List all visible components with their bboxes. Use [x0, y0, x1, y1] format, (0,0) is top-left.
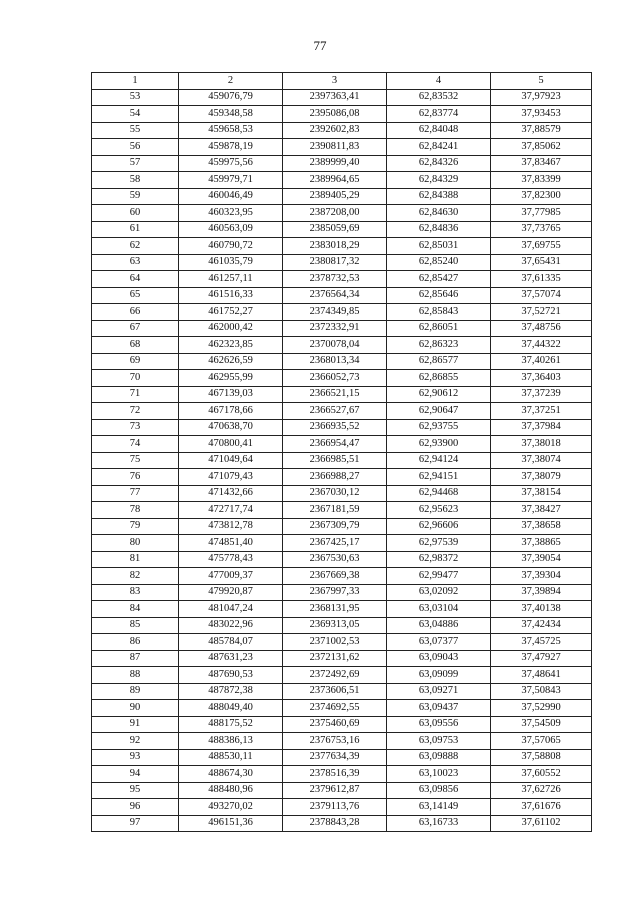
table-row [92, 155, 592, 172]
table-cell: 37,61102 [491, 815, 592, 832]
table-row [92, 386, 592, 403]
table-cell: 2367997,33 [283, 584, 387, 601]
table-row [92, 419, 592, 436]
table-cell: 65 [92, 287, 179, 304]
table-cell: 488386,13 [179, 733, 283, 750]
table-cell: 37,40261 [491, 353, 592, 370]
table-cell: 58 [92, 172, 179, 189]
table-cell: 487690,53 [179, 667, 283, 684]
table-cell: 63,14149 [387, 799, 491, 816]
table-row [92, 320, 592, 337]
table-cell: 76 [92, 469, 179, 486]
table-cell: 459975,56 [179, 155, 283, 172]
table-cell: 97 [92, 815, 179, 832]
table-cell: 37,61676 [491, 799, 592, 816]
table-cell: 2372332,91 [283, 320, 387, 337]
table-cell: 475778,43 [179, 551, 283, 568]
table-cell: 474851,40 [179, 535, 283, 552]
table-cell: 2367669,38 [283, 568, 387, 585]
table-cell: 37,44322 [491, 337, 592, 354]
table-cell: 2390811,83 [283, 139, 387, 156]
column-header: 5 [491, 73, 592, 90]
table-cell: 62,90647 [387, 403, 491, 420]
table-cell: 461257,11 [179, 271, 283, 288]
table-cell: 91 [92, 716, 179, 733]
table-cell: 62 [92, 238, 179, 255]
table-cell: 2373606,51 [283, 683, 387, 700]
table-cell: 87 [92, 650, 179, 667]
table-cell: 2385059,69 [283, 221, 387, 238]
table-cell: 462323,85 [179, 337, 283, 354]
table-cell: 68 [92, 337, 179, 354]
table-row [92, 188, 592, 205]
table-row [92, 601, 592, 618]
table-body [92, 89, 592, 832]
table-cell: 2366954,47 [283, 436, 387, 453]
table-cell: 37,38074 [491, 452, 592, 469]
table-cell: 57 [92, 155, 179, 172]
table-cell: 2372131,62 [283, 650, 387, 667]
table-cell: 90 [92, 700, 179, 717]
table-cell: 37,38079 [491, 469, 592, 486]
table-cell: 459979,71 [179, 172, 283, 189]
table-cell: 83 [92, 584, 179, 601]
table-cell: 93 [92, 749, 179, 766]
table-cell: 62,90612 [387, 386, 491, 403]
table-cell: 471432,66 [179, 485, 283, 502]
table-cell: 488674,30 [179, 766, 283, 783]
table-row [92, 667, 592, 684]
table-row [92, 469, 592, 486]
table-cell: 37,77985 [491, 205, 592, 222]
table-cell: 63,16733 [387, 815, 491, 832]
table-cell: 63,09888 [387, 749, 491, 766]
column-header: 1 [92, 73, 179, 90]
table-cell: 62,84329 [387, 172, 491, 189]
table-cell: 63,09856 [387, 782, 491, 799]
table-row [92, 353, 592, 370]
table-cell: 2366935,52 [283, 419, 387, 436]
table-cell: 2376753,16 [283, 733, 387, 750]
table-cell: 64 [92, 271, 179, 288]
table-cell: 2366988,27 [283, 469, 387, 486]
table-cell: 62,94468 [387, 485, 491, 502]
table-cell: 2378732,53 [283, 271, 387, 288]
table-row [92, 139, 592, 156]
table-cell: 53 [92, 89, 179, 106]
table-cell: 63,04886 [387, 617, 491, 634]
table-cell: 2392602,83 [283, 122, 387, 139]
table-cell: 487631,23 [179, 650, 283, 667]
table-cell: 462626,59 [179, 353, 283, 370]
table-cell: 63,02092 [387, 584, 491, 601]
table-cell: 2371002,53 [283, 634, 387, 651]
table-cell: 460790,72 [179, 238, 283, 255]
table-cell: 62,84630 [387, 205, 491, 222]
table-row [92, 287, 592, 304]
table-cell: 2374692,55 [283, 700, 387, 717]
table-cell: 61 [92, 221, 179, 238]
table-cell: 2389964,65 [283, 172, 387, 189]
table-cell: 37,48756 [491, 320, 592, 337]
table-cell: 37,83467 [491, 155, 592, 172]
table-cell: 2367309,79 [283, 518, 387, 535]
table-cell: 2389999,40 [283, 155, 387, 172]
table-cell: 467139,03 [179, 386, 283, 403]
table-cell: 94 [92, 766, 179, 783]
table-cell: 461035,79 [179, 254, 283, 271]
table-cell: 37,73765 [491, 221, 592, 238]
column-header: 3 [283, 73, 387, 90]
column-header: 4 [387, 73, 491, 90]
table-cell: 62,93755 [387, 419, 491, 436]
table-cell: 62,96606 [387, 518, 491, 535]
page-number: 77 [313, 38, 327, 53]
table-row [92, 304, 592, 321]
table-row [92, 700, 592, 717]
table-cell: 62,86855 [387, 370, 491, 387]
table-cell: 2379612,87 [283, 782, 387, 799]
table-cell: 2376564,34 [283, 287, 387, 304]
table-row [92, 452, 592, 469]
table-row [92, 634, 592, 651]
table-row [92, 683, 592, 700]
table-cell: 82 [92, 568, 179, 585]
table-cell: 2368131,95 [283, 601, 387, 618]
table-cell: 72 [92, 403, 179, 420]
table-cell: 62,85646 [387, 287, 491, 304]
table-cell: 37,39054 [491, 551, 592, 568]
table-cell: 62,98372 [387, 551, 491, 568]
table-cell: 459348,58 [179, 106, 283, 123]
table-cell: 37,52990 [491, 700, 592, 717]
table-cell: 2380817,32 [283, 254, 387, 271]
table-cell: 37,83399 [491, 172, 592, 189]
table-cell: 479920,87 [179, 584, 283, 601]
table-row [92, 221, 592, 238]
table-row [92, 502, 592, 519]
table-cell: 62,84048 [387, 122, 491, 139]
table-row [92, 205, 592, 222]
table-cell: 460046,49 [179, 188, 283, 205]
table-row [92, 89, 592, 106]
table-row [92, 551, 592, 568]
table-cell: 2367181,59 [283, 502, 387, 519]
table-cell: 89 [92, 683, 179, 700]
table-cell: 37,38865 [491, 535, 592, 552]
coordinates-table [91, 72, 592, 832]
table-cell: 37,69755 [491, 238, 592, 255]
table-cell: 461752,27 [179, 304, 283, 321]
table-cell: 63,09043 [387, 650, 491, 667]
table-cell: 459878,19 [179, 139, 283, 156]
table-cell: 2389405,29 [283, 188, 387, 205]
table-cell: 92 [92, 733, 179, 750]
table-cell: 37,38427 [491, 502, 592, 519]
table-row [92, 749, 592, 766]
table-cell: 62,83774 [387, 106, 491, 123]
table-cell: 37,42434 [491, 617, 592, 634]
table-cell: 62,86577 [387, 353, 491, 370]
table-cell: 63,10023 [387, 766, 491, 783]
table-cell: 74 [92, 436, 179, 453]
table-cell: 2367530,63 [283, 551, 387, 568]
table-cell: 461516,33 [179, 287, 283, 304]
table-cell: 2366985,51 [283, 452, 387, 469]
table-cell: 85 [92, 617, 179, 634]
table-cell: 56 [92, 139, 179, 156]
table-cell: 37,57074 [491, 287, 592, 304]
table-cell: 77 [92, 485, 179, 502]
table-cell: 2375460,69 [283, 716, 387, 733]
table-cell: 95 [92, 782, 179, 799]
table-cell: 63 [92, 254, 179, 271]
table-row [92, 337, 592, 354]
table-cell: 70 [92, 370, 179, 387]
table-cell: 471049,64 [179, 452, 283, 469]
table-cell: 63,09271 [387, 683, 491, 700]
table-cell: 37,37984 [491, 419, 592, 436]
table-cell: 2379113,76 [283, 799, 387, 816]
table-cell: 471079,43 [179, 469, 283, 486]
table-cell: 2369313,05 [283, 617, 387, 634]
table-cell: 470800,41 [179, 436, 283, 453]
table-cell: 37,38018 [491, 436, 592, 453]
table-row [92, 485, 592, 502]
table-cell: 37,82300 [491, 188, 592, 205]
table-cell: 467178,66 [179, 403, 283, 420]
table-cell: 78 [92, 502, 179, 519]
table-cell: 63,09099 [387, 667, 491, 684]
table-cell: 488175,52 [179, 716, 283, 733]
table-cell: 2378843,28 [283, 815, 387, 832]
table-cell: 37,40138 [491, 601, 592, 618]
table-row [92, 782, 592, 799]
table-cell: 2377634,39 [283, 749, 387, 766]
table-cell: 37,38658 [491, 518, 592, 535]
table-cell: 96 [92, 799, 179, 816]
table-row [92, 403, 592, 420]
table-cell: 493270,02 [179, 799, 283, 816]
table-cell: 2395086,08 [283, 106, 387, 123]
table-cell: 55 [92, 122, 179, 139]
table-row [92, 106, 592, 123]
table-cell: 2366527,67 [283, 403, 387, 420]
table-cell: 62,86051 [387, 320, 491, 337]
table-cell: 62,99477 [387, 568, 491, 585]
table-row [92, 535, 592, 552]
table-header-row [92, 73, 592, 90]
table-cell: 37,62726 [491, 782, 592, 799]
table-cell: 62,97539 [387, 535, 491, 552]
table-cell: 481047,24 [179, 601, 283, 618]
table-cell: 54 [92, 106, 179, 123]
table-cell: 63,09437 [387, 700, 491, 717]
table-cell: 62,85031 [387, 238, 491, 255]
table-cell: 88 [92, 667, 179, 684]
table-row [92, 271, 592, 288]
table-cell: 37,45725 [491, 634, 592, 651]
table-cell: 66 [92, 304, 179, 321]
table-cell: 37,65431 [491, 254, 592, 271]
table-cell: 460323,95 [179, 205, 283, 222]
table-cell: 37,57065 [491, 733, 592, 750]
table-cell: 37,36403 [491, 370, 592, 387]
table-cell: 62,85843 [387, 304, 491, 321]
table-cell: 73 [92, 419, 179, 436]
table-cell: 2370078,04 [283, 337, 387, 354]
table-cell: 488530,11 [179, 749, 283, 766]
table-cell: 2367030,12 [283, 485, 387, 502]
table-row [92, 568, 592, 585]
table-cell: 472717,74 [179, 502, 283, 519]
table-cell: 62,83532 [387, 89, 491, 106]
table-cell: 2368013,34 [283, 353, 387, 370]
table-cell: 37,58808 [491, 749, 592, 766]
table-cell: 62,84326 [387, 155, 491, 172]
table-cell: 2367425,17 [283, 535, 387, 552]
table-cell: 2383018,29 [283, 238, 387, 255]
table-cell: 62,93900 [387, 436, 491, 453]
table-row [92, 122, 592, 139]
table-cell: 37,88579 [491, 122, 592, 139]
table-cell: 37,93453 [491, 106, 592, 123]
table-cell: 37,61335 [491, 271, 592, 288]
table-cell: 37,48641 [491, 667, 592, 684]
table-cell: 63,09556 [387, 716, 491, 733]
table-cell: 60 [92, 205, 179, 222]
table-cell: 81 [92, 551, 179, 568]
table-cell: 37,50843 [491, 683, 592, 700]
table-row [92, 172, 592, 189]
table-cell: 37,52721 [491, 304, 592, 321]
table-cell: 62,85240 [387, 254, 491, 271]
table-cell: 62,95623 [387, 502, 491, 519]
table-cell: 71 [92, 386, 179, 403]
table-cell: 62,84836 [387, 221, 491, 238]
table-row [92, 617, 592, 634]
table-row [92, 799, 592, 816]
table-cell: 75 [92, 452, 179, 469]
table-cell: 86 [92, 634, 179, 651]
table-cell: 37,47927 [491, 650, 592, 667]
table-cell: 80 [92, 535, 179, 552]
table-cell: 37,85062 [491, 139, 592, 156]
table-cell: 63,07377 [387, 634, 491, 651]
table-cell: 496151,36 [179, 815, 283, 832]
table-cell: 485784,07 [179, 634, 283, 651]
table-cell: 84 [92, 601, 179, 618]
table-cell: 37,60552 [491, 766, 592, 783]
table-cell: 459658,53 [179, 122, 283, 139]
table-cell: 37,39304 [491, 568, 592, 585]
table-cell: 63,03104 [387, 601, 491, 618]
table-cell: 473812,78 [179, 518, 283, 535]
table-cell: 62,94151 [387, 469, 491, 486]
table-cell: 2397363,41 [283, 89, 387, 106]
table-row [92, 650, 592, 667]
table-row [92, 815, 592, 832]
table-cell: 62,94124 [387, 452, 491, 469]
table-cell: 37,38154 [491, 485, 592, 502]
table-cell: 2387208,00 [283, 205, 387, 222]
table-cell: 2366052,73 [283, 370, 387, 387]
table-row [92, 733, 592, 750]
table-cell: 37,37239 [491, 386, 592, 403]
table-cell: 62,85427 [387, 271, 491, 288]
table-row [92, 584, 592, 601]
table-cell: 459076,79 [179, 89, 283, 106]
table-cell: 69 [92, 353, 179, 370]
table-cell: 37,97923 [491, 89, 592, 106]
table-row [92, 370, 592, 387]
table-cell: 2374349,85 [283, 304, 387, 321]
table-cell: 37,39894 [491, 584, 592, 601]
table-cell: 488480,96 [179, 782, 283, 799]
table-cell: 62,84241 [387, 139, 491, 156]
table-cell: 2366521,15 [283, 386, 387, 403]
table-cell: 79 [92, 518, 179, 535]
table-cell: 477009,37 [179, 568, 283, 585]
table-row [92, 518, 592, 535]
table-cell: 62,86323 [387, 337, 491, 354]
table-cell: 2378516,39 [283, 766, 387, 783]
table-row [92, 254, 592, 271]
column-header: 2 [179, 73, 283, 90]
table-row [92, 766, 592, 783]
table-cell: 37,37251 [491, 403, 592, 420]
table-cell: 487872,38 [179, 683, 283, 700]
table-cell: 2372492,69 [283, 667, 387, 684]
table-cell: 63,09753 [387, 733, 491, 750]
table-cell: 62,84388 [387, 188, 491, 205]
table-cell: 488049,40 [179, 700, 283, 717]
table-cell: 483022,96 [179, 617, 283, 634]
table-cell: 462955,99 [179, 370, 283, 387]
table-row [92, 238, 592, 255]
table-cell: 37,54509 [491, 716, 592, 733]
table-cell: 59 [92, 188, 179, 205]
table-row [92, 436, 592, 453]
table-cell: 462000,42 [179, 320, 283, 337]
table-cell: 460563,09 [179, 221, 283, 238]
table-cell: 470638,70 [179, 419, 283, 436]
table-row [92, 716, 592, 733]
table-cell: 67 [92, 320, 179, 337]
